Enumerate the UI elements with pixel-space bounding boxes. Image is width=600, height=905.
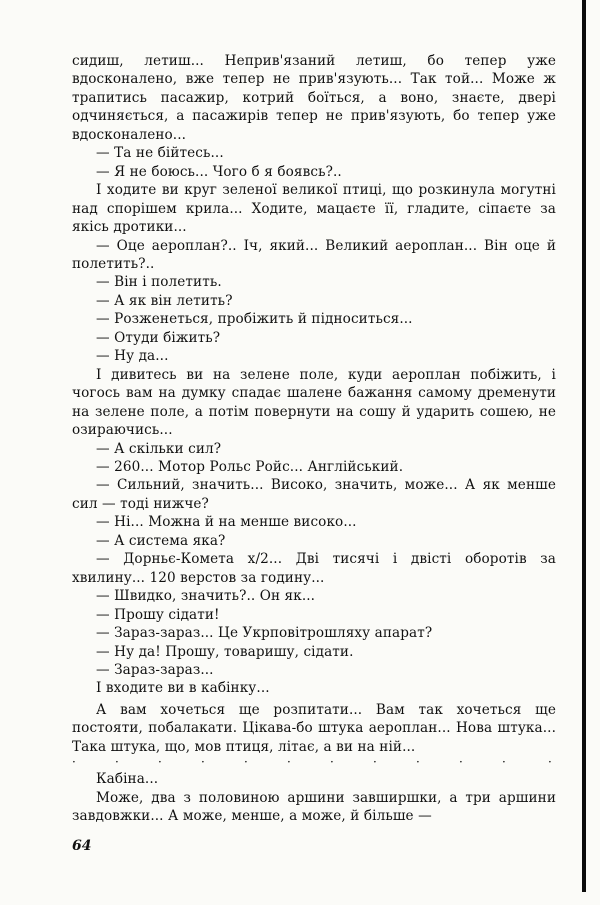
dialogue-line: — Оце аероплан?.. Іч, який... Великий аероплан... Він оце й полетить?.. bbox=[72, 237, 556, 272]
separator-dot: · bbox=[287, 755, 291, 770]
section-separator bbox=[72, 756, 556, 770]
separator-dot: · bbox=[416, 755, 420, 770]
paragraph: І дивитесь ви на зелене поле, куди аероплан побіжить, і чогось вам на думку спадає шалене бажання самому дременути на зелене поле, а потім повернути на сошу й ударить сошею, не озираючись... bbox=[72, 366, 556, 439]
page-number: 64 bbox=[72, 838, 92, 854]
text-block bbox=[72, 52, 556, 826]
separator-dot: · bbox=[502, 755, 506, 770]
dialogue-line: — Отуди біжить? bbox=[96, 329, 221, 346]
dialogue-line: — Я не боюсь... Чого б я боявсь?.. bbox=[96, 163, 342, 180]
dialogue-line: — 260... Мотор Рольс Ройс... Англійський. bbox=[96, 458, 404, 475]
dialogue-line: — Та не бійтесь... bbox=[96, 145, 224, 162]
paragraph: Може, два з половиною аршини завширшки, а три аршини завдовжки... А може, менше, а може, й більше — bbox=[72, 789, 556, 825]
dialogue-line: — Сильний, значить... Високо, значить, може... А як менше сил — тоді нижче? bbox=[72, 477, 556, 512]
paragraph: І входите ви в кабінку... bbox=[96, 680, 270, 697]
dialogue-line: — Дорньє-Комета х/2... Дві тисячі і двісті оборотів за хвилину... 120 верстов за годину... bbox=[72, 551, 556, 586]
dialogue-line: — Він і полетить. bbox=[96, 274, 222, 291]
paragraph: І ходите ви круг зеленої великої птиці, що розкинула могутні над спорішем крила... Ходите, мацаєте її, гладите, сіпаєте за якісь дротики... bbox=[72, 182, 556, 236]
paragraph: А вам хочеться ще розпитати... Вам так хочеться ще постояти, побалакати. Цікава-бо штука аероплан... Нова штука... Така штука, що, мов птиця, літає, а ви на ній... bbox=[72, 701, 556, 755]
dialogue-line: — А скільки сил? bbox=[96, 440, 222, 457]
dialogue-line: — Ну да! Прошу, товаришу, сідати. bbox=[96, 643, 354, 660]
dialogue-line: — Ну да... bbox=[96, 348, 169, 365]
paragraph: сидиш, летиш... Неприв'язаний летиш, бо тепер уже вдосконалено, вже тепер не прив'язують... Так той... Може ж трапитись пасажир, котрий боїться, а воно, знаєте, двері одчиняється, а пасажирів тепер не прив'язують, бо тепер уже вдосконалено... bbox=[72, 53, 556, 143]
dialogue-line: — Прошу сідати! bbox=[96, 606, 220, 623]
separator-dot: · bbox=[158, 755, 162, 770]
page-edge bbox=[582, 0, 586, 892]
separator-dot: · bbox=[201, 755, 205, 770]
dialogue-line: — Зараз-зараз... Це Укрповітрошляху апарат? bbox=[96, 625, 433, 642]
separator-dot: · bbox=[373, 755, 377, 770]
dialogue-line: — А система яка? bbox=[96, 532, 226, 549]
section-heading: Кабіна... bbox=[96, 771, 159, 788]
separator-dot: · bbox=[548, 755, 552, 770]
dialogue-line: — Ні... Можна й на менше високо... bbox=[96, 514, 357, 531]
dialogue-line: — Зараз-зараз... bbox=[96, 661, 214, 678]
dialogue-line: — Розженеться, пробіжить й підноситься... bbox=[96, 311, 413, 328]
separator-dot: · bbox=[459, 755, 463, 770]
dialogue-line: — А як він летить? bbox=[96, 292, 233, 309]
separator-dot: · bbox=[244, 755, 248, 770]
dialogue-line: — Швидко, значить?.. Он як... bbox=[96, 588, 316, 605]
separator-dot: · bbox=[115, 755, 119, 770]
separator-dot: · bbox=[330, 755, 334, 770]
separator-dot: · bbox=[72, 755, 76, 770]
